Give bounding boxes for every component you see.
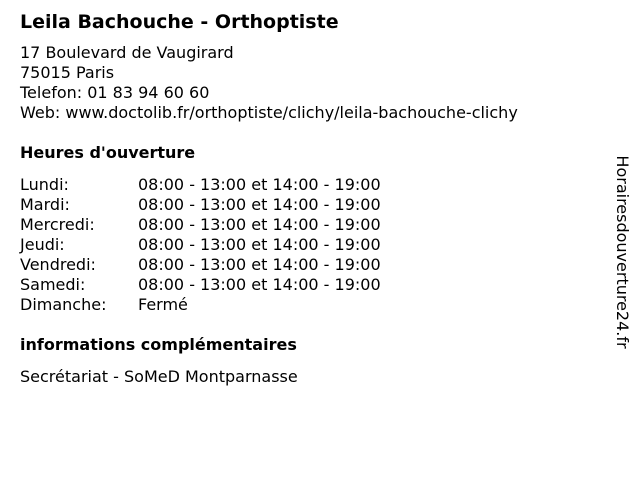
phone-number: Telefon: 01 83 94 60 60: [20, 83, 210, 102]
address-block: [20, 43, 600, 123]
hours-row-wednesday: [20, 215, 600, 235]
hours-day: Lundi:: [20, 175, 69, 194]
website-link: Web: www.doctolib.fr/orthoptiste/clichy/leila-bachouche-clichy: [20, 103, 518, 122]
hours-time: 08:00 - 13:00 et 14:00 - 19:00: [138, 255, 381, 274]
page-title: Leila Bachouche - Orthoptiste: [20, 11, 339, 33]
hours-row-sunday: [20, 295, 600, 315]
hours-time: 08:00 - 13:00 et 14:00 - 19:00: [138, 195, 381, 214]
hours-row-friday: [20, 255, 600, 275]
hours-row-tuesday: [20, 195, 600, 215]
business-card: [20, 9, 600, 387]
hours-time: 08:00 - 13:00 et 14:00 - 19:00: [138, 235, 381, 254]
site-watermark: Horairesdouverture24.fr: [613, 155, 632, 349]
opening-hours-heading: Heures d'ouverture: [20, 143, 196, 162]
hours-row-monday: [20, 175, 600, 195]
hours-time: Fermé: [138, 295, 188, 314]
hours-time: 08:00 - 13:00 et 14:00 - 19:00: [138, 275, 381, 294]
opening-hours-table: [20, 175, 600, 315]
hours-day: Vendredi:: [20, 255, 96, 274]
city-postal-code: 75015 Paris: [20, 63, 115, 82]
street-address: 17 Boulevard de Vaugirard: [20, 43, 234, 62]
hours-day: Jeudi:: [20, 235, 65, 254]
hours-day: Samedi:: [20, 275, 86, 294]
additional-info-text: Secrétariat - SoMeD Montparnasse: [20, 367, 298, 386]
hours-time: 08:00 - 13:00 et 14:00 - 19:00: [138, 215, 381, 234]
hours-row-thursday: [20, 235, 600, 255]
additional-info-heading: informations complémentaires: [20, 335, 297, 354]
hours-day: Mardi:: [20, 195, 70, 214]
hours-day: Mercredi:: [20, 215, 95, 234]
hours-row-saturday: [20, 275, 600, 295]
hours-day: Dimanche:: [20, 295, 107, 314]
hours-time: 08:00 - 13:00 et 14:00 - 19:00: [138, 175, 381, 194]
